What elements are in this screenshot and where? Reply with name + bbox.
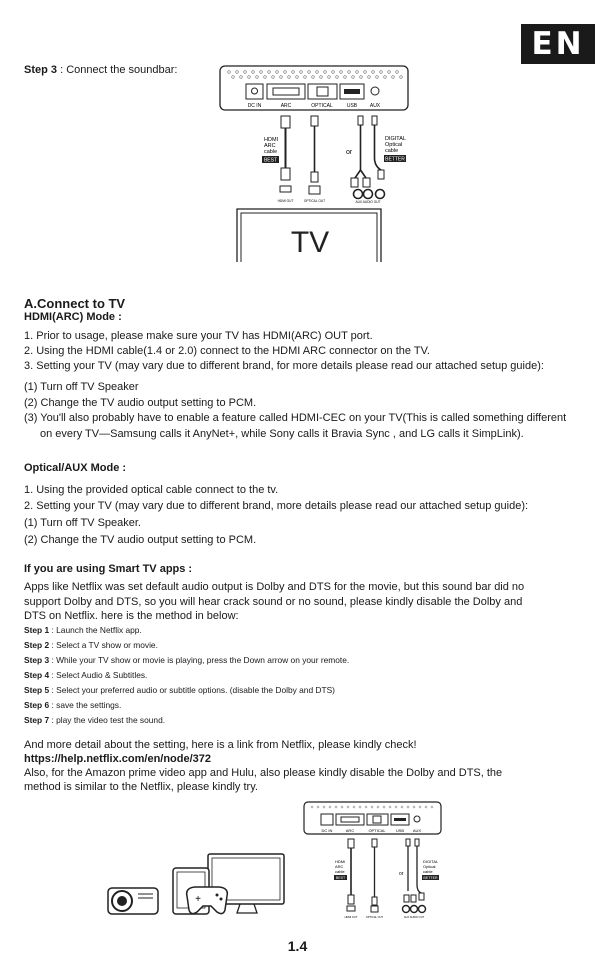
tv-label: TV: [290, 226, 330, 259]
smarttv-title: If you are using Smart TV apps :: [24, 563, 193, 575]
tv-hdmi-out-label-small: HDMI OUT: [344, 916, 358, 919]
or-label: or: [346, 149, 353, 156]
tv-aux-port-small-3: [419, 906, 426, 913]
controller-button-2: [220, 898, 223, 901]
usb-slot-small: [394, 818, 406, 821]
port-label-dc-in: DC IN: [247, 103, 262, 109]
optical-step-2: 2. Setting your TV (may vary due to different brand, more details please read our attached setup guide):: [24, 500, 529, 512]
dc-in-port: [246, 84, 263, 99]
more-detail-text: And more detail about the setting, here is a link from Netflix, please kindly check!: [24, 739, 417, 751]
tv-aux-out-label: AUX AUDIO OUT: [355, 200, 381, 204]
optical-step-1: 1. Using the provided optical cable connect to the tv.: [24, 484, 279, 496]
optical-cable-label-small-2: Optical: [423, 864, 436, 869]
tv-aux-out-label-small: AUX AUDIO OUT: [403, 916, 425, 919]
optical-better-label-small: BETTER: [423, 876, 438, 880]
netflix-help-link[interactable]: https://help.netflix.com/en/node/372: [24, 753, 212, 765]
amazon-hulu-text-2: method is similar to the Netflix, please kindly try.: [24, 781, 258, 793]
step3-text: Connect the soundbar:: [66, 64, 178, 76]
hdmi-sub-3-cont: on every TV—Samsung calls it AnyNet+, while Sony calls it Bravia Sync , and LG calls it SimpLink).: [40, 428, 524, 440]
tv-hdmi-out-label: HDMI OUT: [277, 199, 294, 203]
soundbar-connection-diagram: [215, 62, 415, 267]
port-label-optical: OPTICAL: [311, 103, 333, 109]
netflix-step-4: Step 4 : Select Audio & Subtitles.: [24, 670, 148, 680]
step3-heading: [24, 64, 178, 76]
netflix-step-5: Step 5 : Select your preferred audio or subtitle options. (disable the Dolby and DTS): [24, 685, 335, 695]
aux-rca-cable: [351, 116, 384, 187]
tv-aux-port-2: [364, 190, 373, 199]
smarttv-para-3: DTS on Netflix. here is the method in below:: [24, 610, 239, 622]
port-label-dc-in-small: DC IN: [321, 828, 333, 833]
hdmi-step-3: 3. Setting your TV (may vary due to different brand, for more details please read our attached setup guide):: [24, 360, 544, 372]
optical-cable-label-small-1: DIGITAL: [423, 859, 439, 864]
hdmi-cable-small: [348, 839, 354, 904]
tv-optical-out-port-small: [371, 906, 378, 912]
controller-button-1: [216, 894, 219, 897]
optical-cable-label-small-3: cable: [423, 869, 433, 874]
language-badge: EN: [521, 24, 595, 64]
optical-sub-1: (1) Turn off TV Speaker.: [24, 517, 141, 529]
port-label-arc: ARC: [280, 103, 292, 109]
monitor-stand: [237, 904, 257, 913]
netflix-step-3-label: Step 3: [24, 655, 50, 665]
tv-hdmi-out-port-small: [347, 906, 355, 911]
netflix-step-2: Step 2 : Select a TV show or movie.: [24, 640, 158, 650]
tv-aux-port-3: [376, 190, 385, 199]
netflix-step-1: Step 1 : Launch the Netflix app.: [24, 625, 142, 635]
netflix-step-5-label: Step 5: [24, 685, 50, 695]
hdmi-step-2: 2. Using the HDMI cable(1.4 or 2.0) connect to the HDMI ARC connector on the TV.: [24, 345, 430, 357]
port-label-aux: AUX: [369, 103, 381, 109]
netflix-step-2-label: Step 2: [24, 640, 50, 650]
optical-cable-label-2: Optical: [385, 142, 403, 148]
tv-optical-out-port: [309, 186, 320, 194]
step3-label: Step 3: [24, 64, 58, 76]
hdmi-sub-2: (2) Change the TV audio output setting to PCM.: [24, 397, 257, 409]
optical-better-label: BETTER: [385, 156, 405, 163]
netflix-step-4-label: Step 4: [24, 670, 50, 680]
hdmi-cable-label-2: ARC: [264, 143, 276, 149]
hdmi-best-label: BEST: [263, 157, 278, 164]
hdmi-cable-label-small-1: HDMI: [335, 859, 346, 864]
netflix-step-3: Step 3 : While your TV show or movie is playing, press the Down arrow on your remote.: [24, 655, 350, 665]
port-label-usb: USB: [346, 103, 358, 109]
port-label-usb-small: USB: [395, 828, 405, 833]
netflix-step-7-text: play the video test the sound.: [56, 715, 166, 725]
netflix-step-2-text: Select a TV show or movie.: [56, 640, 158, 650]
hdmi-cable-label-3: cable: [264, 149, 278, 155]
amazon-hulu-text-1: Also, for the Amazon prime video app and Hulu, also please kindly disable the Dolby and DTS, the: [24, 767, 503, 779]
netflix-step-3-text: While your TV show or movie is playing, press the Down arrow on your remote.: [56, 655, 350, 665]
optical-sub-2: (2) Change the TV audio output setting to PCM.: [24, 534, 257, 546]
hdmi-sub-1: (1) Turn off TV Speaker: [24, 381, 139, 393]
section-a-title: A.Connect to TV: [24, 296, 126, 311]
hdmi-cable-label-small-3: cable: [335, 869, 345, 874]
smarttv-para-2: support Dolby and DTS, so you will hear crack sound or no sound, please kindly disable the Dolby and: [24, 596, 523, 608]
netflix-step-6-label: Step 6: [24, 700, 50, 710]
hdmi-step-1: 1. Prior to usage, please make sure your TV has HDMI(ARC) OUT port.: [24, 330, 373, 342]
port-label-optical-small: OPTICAL: [368, 828, 386, 833]
hdmi-best-label-small: BEST: [335, 876, 346, 880]
step3-sep: :: [57, 64, 67, 76]
tv-aux-port-small-1: [403, 906, 410, 913]
hdmi-cable-label-1: HDMI: [264, 137, 279, 143]
optical-mode-title: Optical/AUX Mode :: [24, 462, 127, 474]
usb-slot: [344, 89, 360, 94]
hdmi-sub-3: (3) You'll also probably have to enable a feature called HDMI-CEC on your TV(This is called something different: [24, 412, 567, 424]
page-number: 1.4: [287, 938, 308, 954]
port-label-aux-small: AUX: [412, 828, 422, 833]
tv-aux-port-small-2: [411, 906, 418, 913]
projector-lens-inner: [117, 896, 127, 906]
netflix-step-5-text: Select your preferred audio or subtitle options. (disable the Dolby and DTS): [56, 685, 335, 695]
or-label-small: or: [399, 871, 404, 877]
netflix-step-6: Step 6 : save the settings.: [24, 700, 122, 710]
netflix-step-1-label: Step 1: [24, 625, 50, 635]
smarttv-para-1: Apps like Netflix was set default audio output is Dolby and DTS for the movie, but this sound bar did no: [24, 581, 525, 593]
netflix-step-1-text: Launch the Netflix app.: [56, 625, 142, 635]
port-label-arc-small: ARC: [345, 828, 355, 833]
devices-illustration: [105, 850, 305, 918]
tv-optical-out-label: OPTICAL OUT: [303, 199, 326, 203]
soundbar-connection-diagram-small: [300, 799, 445, 924]
optical-cable: [311, 116, 318, 182]
hdmi-mode-title: HDMI(ARC) Mode :: [24, 311, 122, 323]
optical-cable-label-1: DIGITAL: [385, 136, 406, 142]
hdmi-arc-port-small: [336, 814, 364, 825]
dc-in-port-small: [321, 814, 333, 825]
optical-port: [308, 84, 337, 99]
dpad-glyph: +: [195, 894, 201, 905]
netflix-step-6-text: save the settings.: [56, 700, 122, 710]
hdmi-cable-label-small-2: ARC: [335, 864, 344, 869]
netflix-step-4-text: Select Audio & Subtitles.: [56, 670, 148, 680]
tv-optical-out-label-small: OPTICAL OUT: [365, 916, 384, 919]
tv-aux-port-1: [354, 190, 363, 199]
netflix-step-7: Step 7 : play the video test the sound.: [24, 715, 166, 725]
optical-cable-small: [372, 839, 377, 905]
tv-hdmi-out-port: [280, 186, 291, 192]
netflix-step-7-label: Step 7: [24, 715, 50, 725]
hdmi-cable: [281, 116, 290, 180]
aux-rca-cable-small: [404, 839, 424, 902]
optical-cable-label-3: cable: [385, 148, 399, 154]
